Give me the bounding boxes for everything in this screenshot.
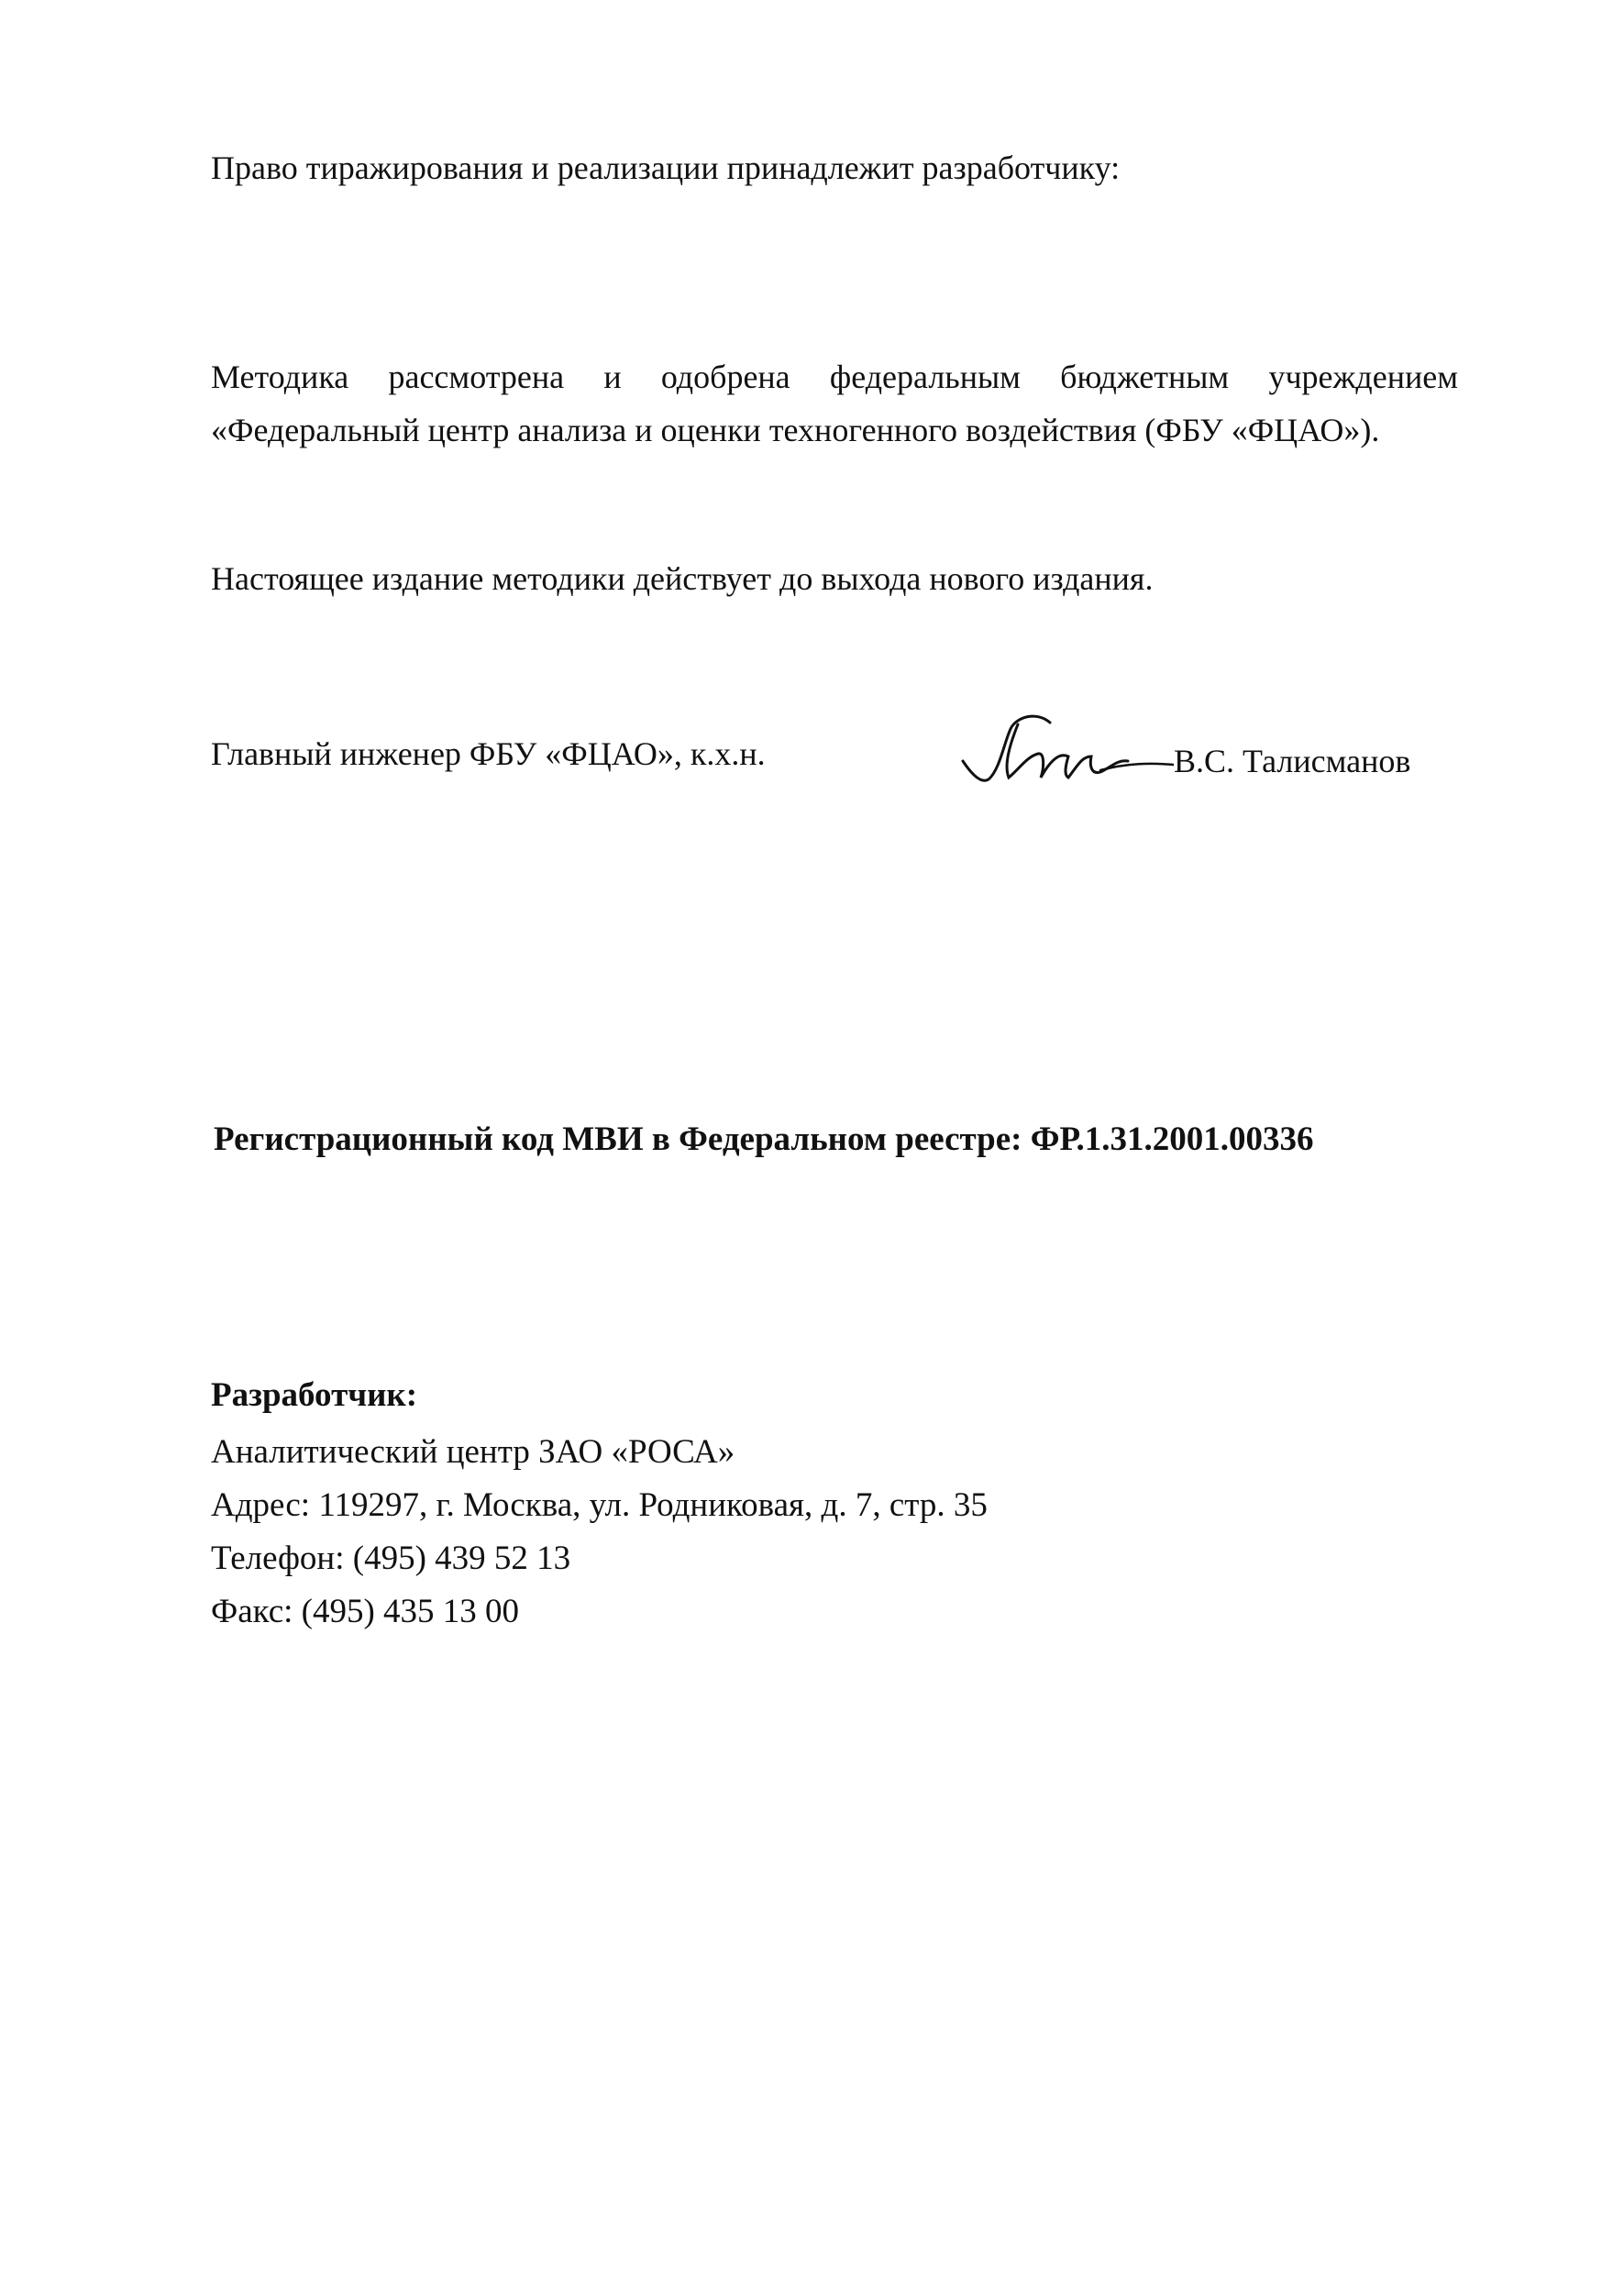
registration-code: Регистрационный код МВИ в Федеральном реестре: ФР.1.31.2001.00336 — [214, 1120, 1314, 1158]
developer-contacts — [211, 1426, 988, 1639]
rights-notice: Право тиражирования и реализации принадлежит разработчику: — [211, 149, 1121, 186]
developer-heading: Разработчик: — [211, 1376, 418, 1414]
handwritten-signature — [954, 706, 1174, 798]
approval-paragraph: Методика рассмотрена и одобрена федеральным бюджетным учреждением «Федеральный центр анализа и оценки техногенного воздействия (ФБУ «ФЦАО»). — [211, 359, 1458, 448]
developer-address: Адрес: 119297, г. Москва, ул. Родниковая, д. 7, стр. 35 — [211, 1486, 988, 1524]
signatory-position: Главный инженер ФБУ «ФЦАО», к.х.н. — [211, 735, 766, 772]
signature-block — [954, 706, 1467, 807]
developer-organization: Аналитический центр ЗАО «РОСА» — [211, 1433, 735, 1471]
developer-fax: Факс: (495) 435 13 00 — [211, 1593, 520, 1630]
developer-phone: Телефон: (495) 439 52 13 — [211, 1540, 571, 1577]
signatory-name: В.С. Талисманов — [1174, 743, 1411, 779]
validity-statement: Настоящее издание методики действует до выхода нового издания. — [211, 560, 1154, 597]
